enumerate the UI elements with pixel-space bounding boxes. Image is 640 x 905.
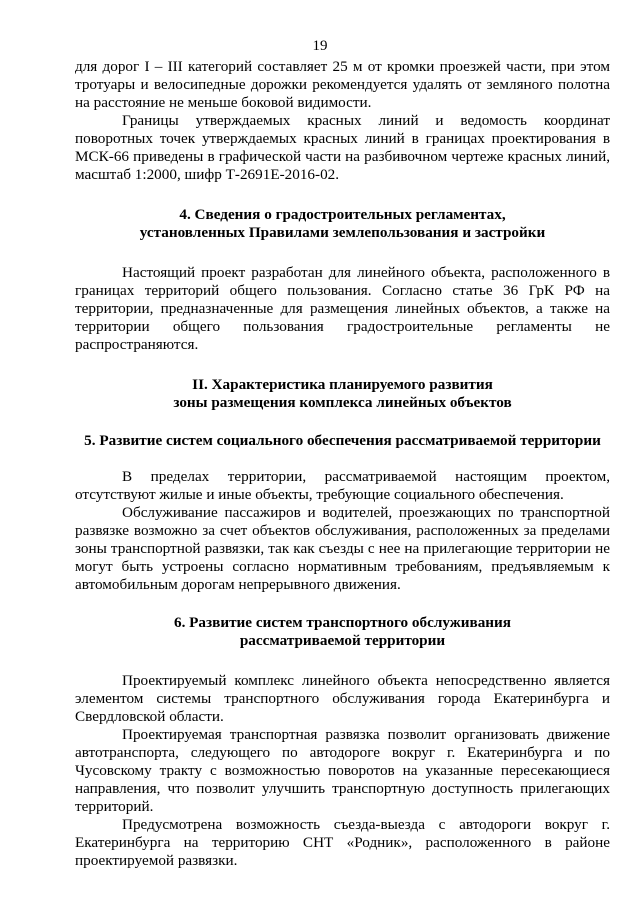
section-6-heading-line-1: 6. Развитие систем транспортного обслуживания: [173, 614, 512, 631]
paragraph-regulations: Настоящий проект разработан для линейного объекта, расположенного в границах территорий общего пользования. Согласно статье 36 ГрК РФ на территории, предназначенные для размещения линейных объектов, а также на территории общего пользования градостроительные регламенты не распространяются.: [75, 264, 610, 353]
paragraph-road-distance: для дорог I – III категорий составляет 25 м от кромки проезжей части, при этом тротуары и велосипедные дорожки рекомендуется удалять от земляного полотна на расстояние не меньше боковой видимости.: [75, 58, 610, 111]
section-6-heading-line-2: рассматриваемой территории: [239, 632, 446, 649]
part-2-heading: [75, 376, 610, 412]
section-5-heading-line: 5. Развитие систем социального обеспечения рассматриваемой территории: [84, 432, 601, 449]
section-5-heading: [75, 432, 610, 450]
section-4-heading: [75, 206, 610, 242]
part-2-heading-line-2: зоны размещения комплекса линейных объектов: [173, 394, 512, 411]
paragraph-passenger-service: Обслуживание пассажиров и водителей, проезжающих по транспортной развязке возможно за счет объектов обслуживания, расположенных за пределами зоны транспортной развязки, так как съезды с нее на прилегающие территории не могут быть устроены согласно нормативным требованиям, предъявляемым к автомобильным дорогам непрерывного движения.: [75, 504, 610, 593]
paragraph-interchange: Проектируемая транспортная развязка позволит организовать движение автотранспорта, следующего по автодороге вокруг г. Екатеринбурга и по Чусовскому тракту с возможностью поворотов на указанные пересекающиеся направления, что позволит улучшить транспортную доступность прилегающих территорий.: [75, 726, 610, 815]
paragraph-transport-system: Проектируемый комплекс линейного объекта непосредственно является элементом системы транспортного обслуживания города Екатеринбурга и Свердловской области.: [75, 672, 610, 725]
paragraph-red-lines: Границы утверждаемых красных линий и ведомость координат поворотных точек утверждаемых красных линий в границах проектирования в МСК-66 приведены в графической части на разбивочном чертеже красных линий, масштаб 1:2000, шифр Т-2691Е-2016-02.: [75, 112, 610, 183]
paragraph-social-objects: В пределах территории, рассматриваемой настоящим проектом, отсутствуют жилые и иные объекты, требующие социального обеспечения.: [75, 468, 610, 503]
section-4-heading-line-1: 4. Сведения о градостроительных регламентах,: [179, 206, 506, 223]
section-4-heading-line-2: установленных Правилами землепользования и застройки: [139, 224, 546, 241]
paragraph-exit-entry: Предусмотрена возможность съезда-выезда с автодороги вокруг г. Екатеринбурга на территорию СНТ «Родник», расположенного в районе проектируемой развязки.: [75, 816, 610, 869]
part-2-heading-line-1: II. Характеристика планируемого развития: [192, 376, 493, 393]
page-content: [75, 58, 610, 870]
page-number: 19: [312, 38, 328, 54]
section-6-heading: [75, 614, 610, 650]
